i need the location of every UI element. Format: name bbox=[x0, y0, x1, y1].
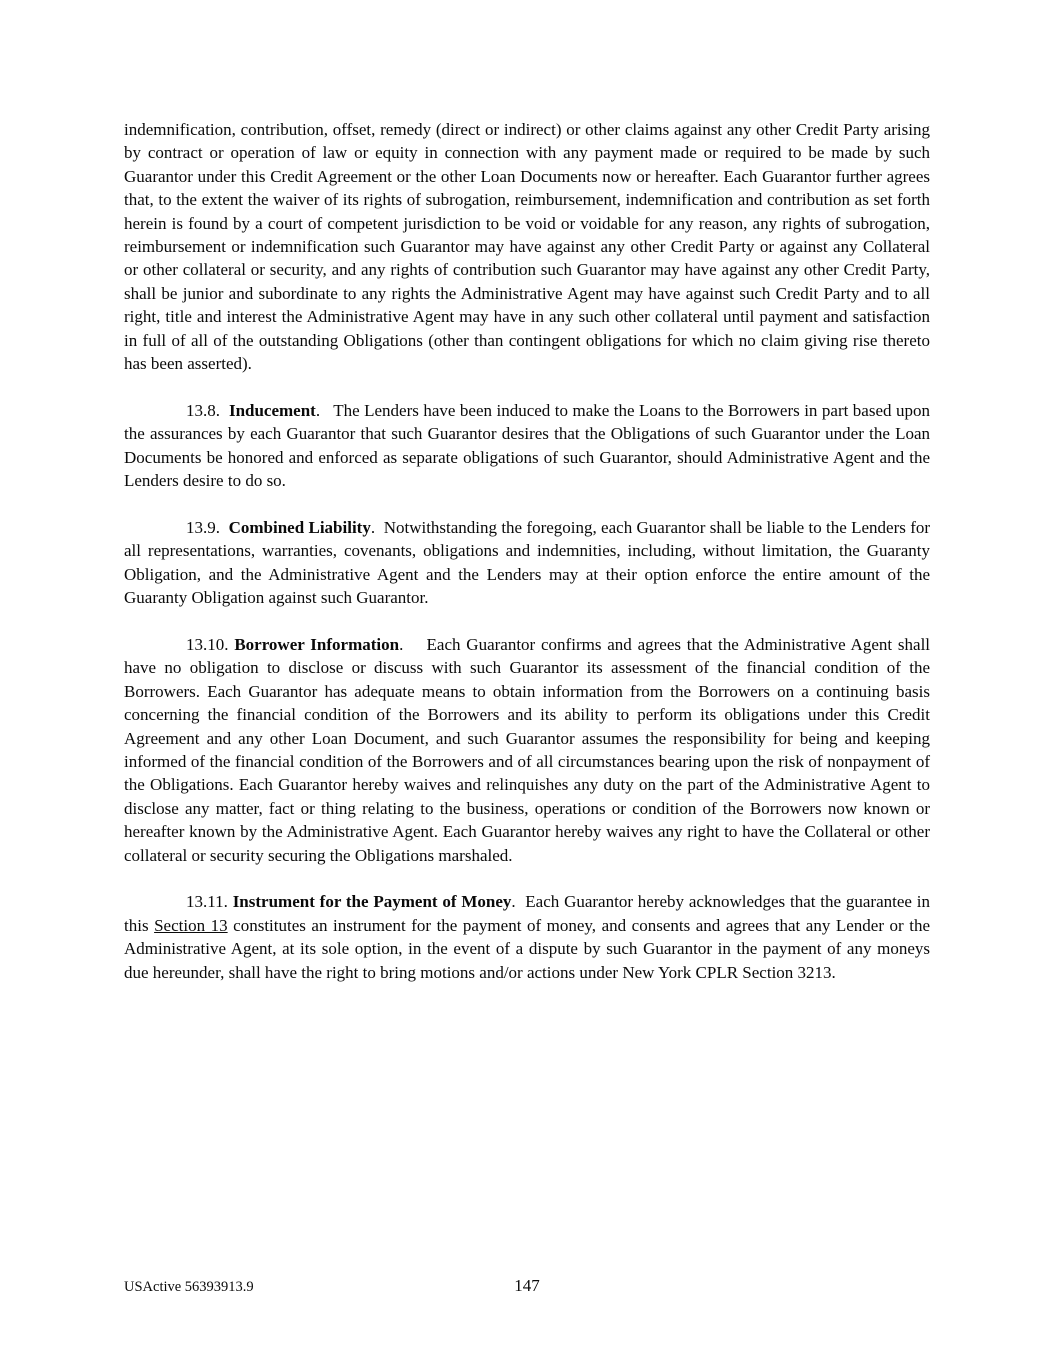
footer-doc-id: USActive 56393913.9 bbox=[124, 1279, 254, 1295]
text-run: indemnification, contribution, offset, remedy (direct or indirect) or other claims against any other Credit Party arising by contract or operation of law or equity in connection with any payment made or required to be made by such Guarantor under this Credit Agreement or the other Loan Documents now or hereafter. Each Guarantor further agrees that, to the extent the waiver of its rights of subrogation, reimbursement, indemnification and contribution as set forth herein is found by a court of competent jurisdiction to be void or voidable for any reason, any rights of subrogation, reimbursement or indemnification such Guarantor may have against any other Credit Party or against any Collateral or other collateral or security, and any rights of contribution such Guarantor may have against any other Credit Party, shall be junior and subordinate to any rights the Administrative Agent may have against such Credit Party and to all right, title and interest the Administrative Agent may have in any such other collateral until payment and satisfaction in full of all of the outstanding Obligations (other than contingent obligations for which no claim giving rise thereto has been asserted). bbox=[124, 120, 930, 374]
text-run: . Notwithstanding the foregoing, each Guarantor shall be liable to the Lenders for all representations, warranties, covenants, obligations and indemnities, including, without limitation, the Guaranty Obligation, and the Administrative Agent and the Lenders may at their option enforce the entire amount of the Guaranty Obligation against such Guarantor. bbox=[124, 517, 931, 608]
text-run: . Each Guarantor confirms and agrees that the Administrative Agent shall have no obligation to disclose or discuss with such Guarantor its assessment of the financial condition of the Borrowers. Each Guarantor has adequate means to obtain information from the Borrowers on a continuing basis concerning the financial condition of the Borrowers and its ability to perform its obligations under this Credit Agreement and any other Loan Document, and such Guarantor assumes the responsibility for being and keeping informed of the financial condition of the Borrowers and of all circumstances bearing upon the risk of nonpayment of the Obligations. Each Guarantor hereby waives and relinquishes any duty on the part of the Administrative Agent to disclose any matter, fact or thing relating to the business, operations or condition of the Borrowers now known or hereafter known by the Administrative Agent. Each Guarantor hereby waives any right to have the Collateral or other collateral or security securing the Obligations marshaled. bbox=[124, 634, 931, 865]
text-run: 13.8. bbox=[186, 400, 229, 420]
text-run: 13.10. bbox=[186, 634, 235, 654]
text-run: Borrower Information bbox=[234, 634, 400, 654]
paragraph-section-13-9 bbox=[124, 516, 930, 610]
paragraph-section-13-11 bbox=[124, 890, 930, 984]
paragraph-section-13-8 bbox=[124, 399, 930, 493]
paragraph-continuation bbox=[124, 118, 930, 375]
page-footer bbox=[124, 1276, 930, 1298]
text-run: Inducement bbox=[228, 400, 316, 420]
paragraph-section-13-10 bbox=[124, 633, 930, 867]
text-run: Combined Liability bbox=[228, 517, 371, 537]
text-run: 13.9. bbox=[186, 517, 229, 537]
text-run: 13.11. bbox=[186, 892, 233, 912]
document-body bbox=[124, 118, 930, 1007]
text-run: Instrument for the Payment of Money bbox=[232, 892, 512, 912]
text-run: . Each Guarantor hereby acknowledges that the guarantee in this bbox=[124, 892, 930, 935]
text-run: constitutes an instrument for the payment of money, and consents and agrees that any Lender or the Administrative Agent, at its sole option, in the event of a dispute by such Guarantor in the payment of any moneys due hereunder, shall have the right to bring motions and/or actions under New York CPLR Section 3213. bbox=[124, 915, 930, 982]
section-13-reference: Section 13 bbox=[154, 915, 228, 935]
text-run: . The Lenders have been induced to make the Loans to the Borrowers in part based upon the assurances by each Guarantor that such Guarantor desires that the Obligations of such Guarantor under the Loan Documents be honored and enforced as separate obligations of such Guarantor, should Administrative Agent and the Lenders desire to do so. bbox=[124, 400, 930, 491]
page-number: 147 bbox=[514, 1276, 540, 1295]
